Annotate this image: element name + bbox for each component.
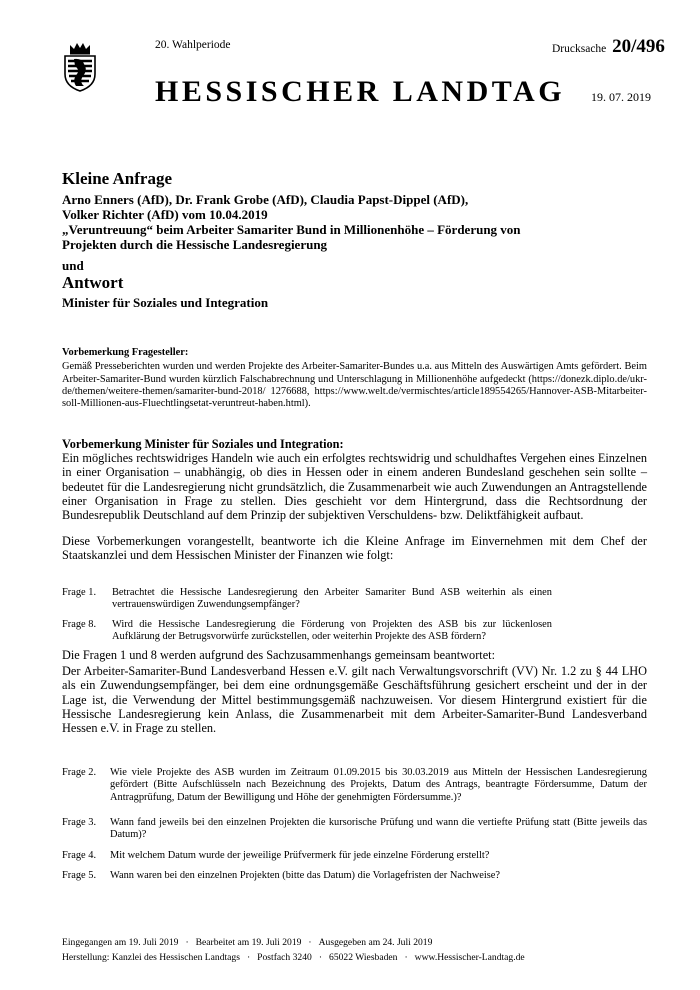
vorbemerkung-minister-heading: Vorbemerkung Minister für Soziales und Integration: bbox=[62, 437, 344, 451]
anfrage-subject: „Veruntreuung“ beim Arbeiter Samariter Bund in Millionenhöhe – Förderung von Projekten durch die Hessische Landesregierung bbox=[62, 222, 521, 252]
frage-number: Frage 5. bbox=[62, 870, 97, 881]
drucksache bbox=[552, 36, 665, 58]
frage-number: Frage 4. bbox=[62, 850, 97, 861]
vorbemerkung-fragesteller-heading: Vorbemerkung Fragesteller: bbox=[62, 347, 189, 358]
frage-item bbox=[62, 587, 647, 613]
vorbemerkung-fragesteller-text: Gemäß Presseberichten wurden und werden Projekte des Arbeiter-Samariter-Bundes u.a. aus Mitteln des Auswärtigen Amts gefördert. Beim Arbeiter-Samariter-Bund wurden kürzlich Falschabrechnung und Unterschlagung in Millionenhöhe aufgedeckt (https://donezk.diplo.de/ukr-de/themen/weitere-themen/samariter-bund-2018/ 1276688, https://www.welt.de/vermischtes/article189554265/Hannover-ASB-Mitarbeiter-soll-Millionen-aus-Fluechtlingsetat-veruntreut-haben.html). bbox=[62, 361, 647, 410]
footer-dates bbox=[62, 937, 432, 948]
footer-ort: 65022 Wiesbaden bbox=[329, 952, 398, 963]
footer-separator: · bbox=[318, 952, 323, 963]
frage-text: Wird die Hessische Landesregierung die Förderung von Projekten des ASB bis zur lückenlosen Aufklärung der Betrugsvorwürfe zurückstellen, oder weiterhin Projekte des ASB fördern? bbox=[112, 619, 552, 643]
page-title: HESSISCHER LANDTAG bbox=[155, 75, 566, 108]
footer-imprint bbox=[62, 952, 525, 963]
footer-bearbeitet: Bearbeitet am 19. Juli 2019 bbox=[195, 937, 302, 948]
antwort-fragen-1-8 bbox=[62, 648, 647, 735]
footer-separator: · bbox=[185, 937, 189, 948]
frage-number: Frage 2. bbox=[62, 767, 97, 778]
authors-line-2: Volker Richter (AfD) vom 10.04.2019 bbox=[62, 207, 268, 222]
frage-text: Wann waren bei den einzelnen Projekten (bitte das Datum) die Vorlagefristen der Nachweise? bbox=[110, 870, 501, 881]
vorbemerkung-minister bbox=[62, 437, 647, 563]
vorbemerkung-minister-intro: Diese Vorbemerkungen vorangestellt, beantworte ich die Kleine Anfrage im Einvernehmen mit dem Chef der Staatskanzlei und dem Hessischen Minister der Finanzen wie folgt: bbox=[62, 534, 647, 563]
frage-item bbox=[62, 817, 647, 843]
authors-line-1: Arno Enners (AfD), Dr. Frank Grobe (AfD), Claudia Papst-Dippel (AfD), bbox=[62, 192, 469, 207]
anfrage-type: Kleine Anfrage bbox=[62, 169, 173, 188]
anfrage-authors bbox=[62, 192, 647, 222]
antwort-intro: Die Fragen 1 und 8 werden aufgrund des Sachzusammenhangs gemeinsam beantwortet: bbox=[62, 648, 495, 662]
document-date: 19. 07. 2019 bbox=[591, 90, 651, 104]
drucksache-number: 20/496 bbox=[612, 36, 665, 57]
frage-text: Wie viele Projekte des ASB wurden im Zeitraum 01.09.2015 bis 30.03.2019 aus Mitteln der Hessischen Landesregierung gefördert (Bitte Aufschlüsseln nach Bezeichnung des Projekts, Datum des Antrags, beantragte Fördersumme, Datum der Antragprüfung, Datum der Bewilligung und Höhe der genehmigten Fördersumme.)? bbox=[110, 767, 647, 803]
vorbemerkung-fragesteller bbox=[62, 347, 647, 410]
antwort-text: Der Arbeiter-Samariter-Bund Landesverband Hessen e.V. gilt nach Verwaltungsvorschrift (VV) Nr. 1.2 zu § 44 LHO als ein Zuwendungsempfänger, bei dem eine ordnungsgemäße Geschäftsführung gesichert erscheint und der in der Lage ist, die Verwendung der Mittel bestimmungsgemäß nachzuweisen. Vor diesem Hintergrund existiert für die Hessische Landesregierung kein Anlass, die Zusammenarbeit mit dem Arbeiter-Samariter-Bund Landesverband Hessen e.V. in Frage zu stellen. bbox=[62, 664, 647, 736]
frage-text: Wann fand jeweils bei den einzelnen Projekten die kursorische Prüfung und wann die vertiefte Prüfung statt (Bitte jeweils das Datum)? bbox=[110, 817, 647, 841]
vorbemerkung-minister-text: Ein mögliches rechtswidriges Handeln wie auch ein erfolgtes rechtswidrig und schuldhaftes Vergehen eines Einzelnen in einer Organisation – unabhängig, ob dies in Hessen oder in einem anderen Bundesland geschehen sein sollte – bedeutet für die Landesregierung nicht grundsätzlich, die Zusammenarbeit wie auch Zuwendungen an Antragstellende einer Organisation in Frage zu stellen. Dies geschieht vor dem Hintergrund, dass die Rechtsordnung der Bundesrepublik Deutschland auf dem Prinzip der subjektiven Verschuldens- bzw. Deliktfähigkeit aufbaut. bbox=[62, 451, 647, 523]
coat-of-arms-icon bbox=[62, 40, 98, 92]
wahlperiode: 20. Wahlperiode bbox=[155, 39, 231, 51]
footer-website-link[interactable]: www.Hessischer-Landtag.de bbox=[414, 952, 525, 963]
footer-postfach: Postfach 3240 bbox=[257, 952, 312, 963]
footer-separator: · bbox=[308, 937, 312, 948]
footer-herstellung: Herstellung: Kanzlei des Hessischen Landtags bbox=[62, 952, 240, 963]
frage-number: Frage 1. bbox=[62, 587, 97, 598]
footer-eingegangen: Eingegangen am 19. Juli 2019 bbox=[62, 937, 179, 948]
frage-item bbox=[62, 850, 647, 863]
footer-ausgegeben: Ausgegeben am 24. Juli 2019 bbox=[318, 937, 433, 948]
frage-number: Frage 8. bbox=[62, 619, 97, 630]
frage-text: Mit welchem Datum wurde der jeweilige Prüfvermerk für jede einzelne Förderung erstellt? bbox=[110, 850, 490, 861]
und-label: und bbox=[62, 258, 84, 273]
frage-item bbox=[62, 619, 647, 645]
antwort-heading: Antwort bbox=[62, 273, 124, 292]
frage-item bbox=[62, 870, 647, 883]
drucksache-label: Drucksache bbox=[552, 43, 607, 55]
minister-name: Minister für Soziales und Integration bbox=[62, 295, 269, 310]
frage-text: Betrachtet die Hessische Landesregierung den Arbeiter Samariter Bund ASB weiterhin als einen vertrauenswürdigen Zuwendungsempfänger? bbox=[112, 587, 552, 611]
footer-separator: · bbox=[404, 952, 408, 963]
frage-item bbox=[62, 767, 647, 817]
frage-number: Frage 3. bbox=[62, 817, 97, 828]
footer-separator: · bbox=[246, 952, 251, 963]
